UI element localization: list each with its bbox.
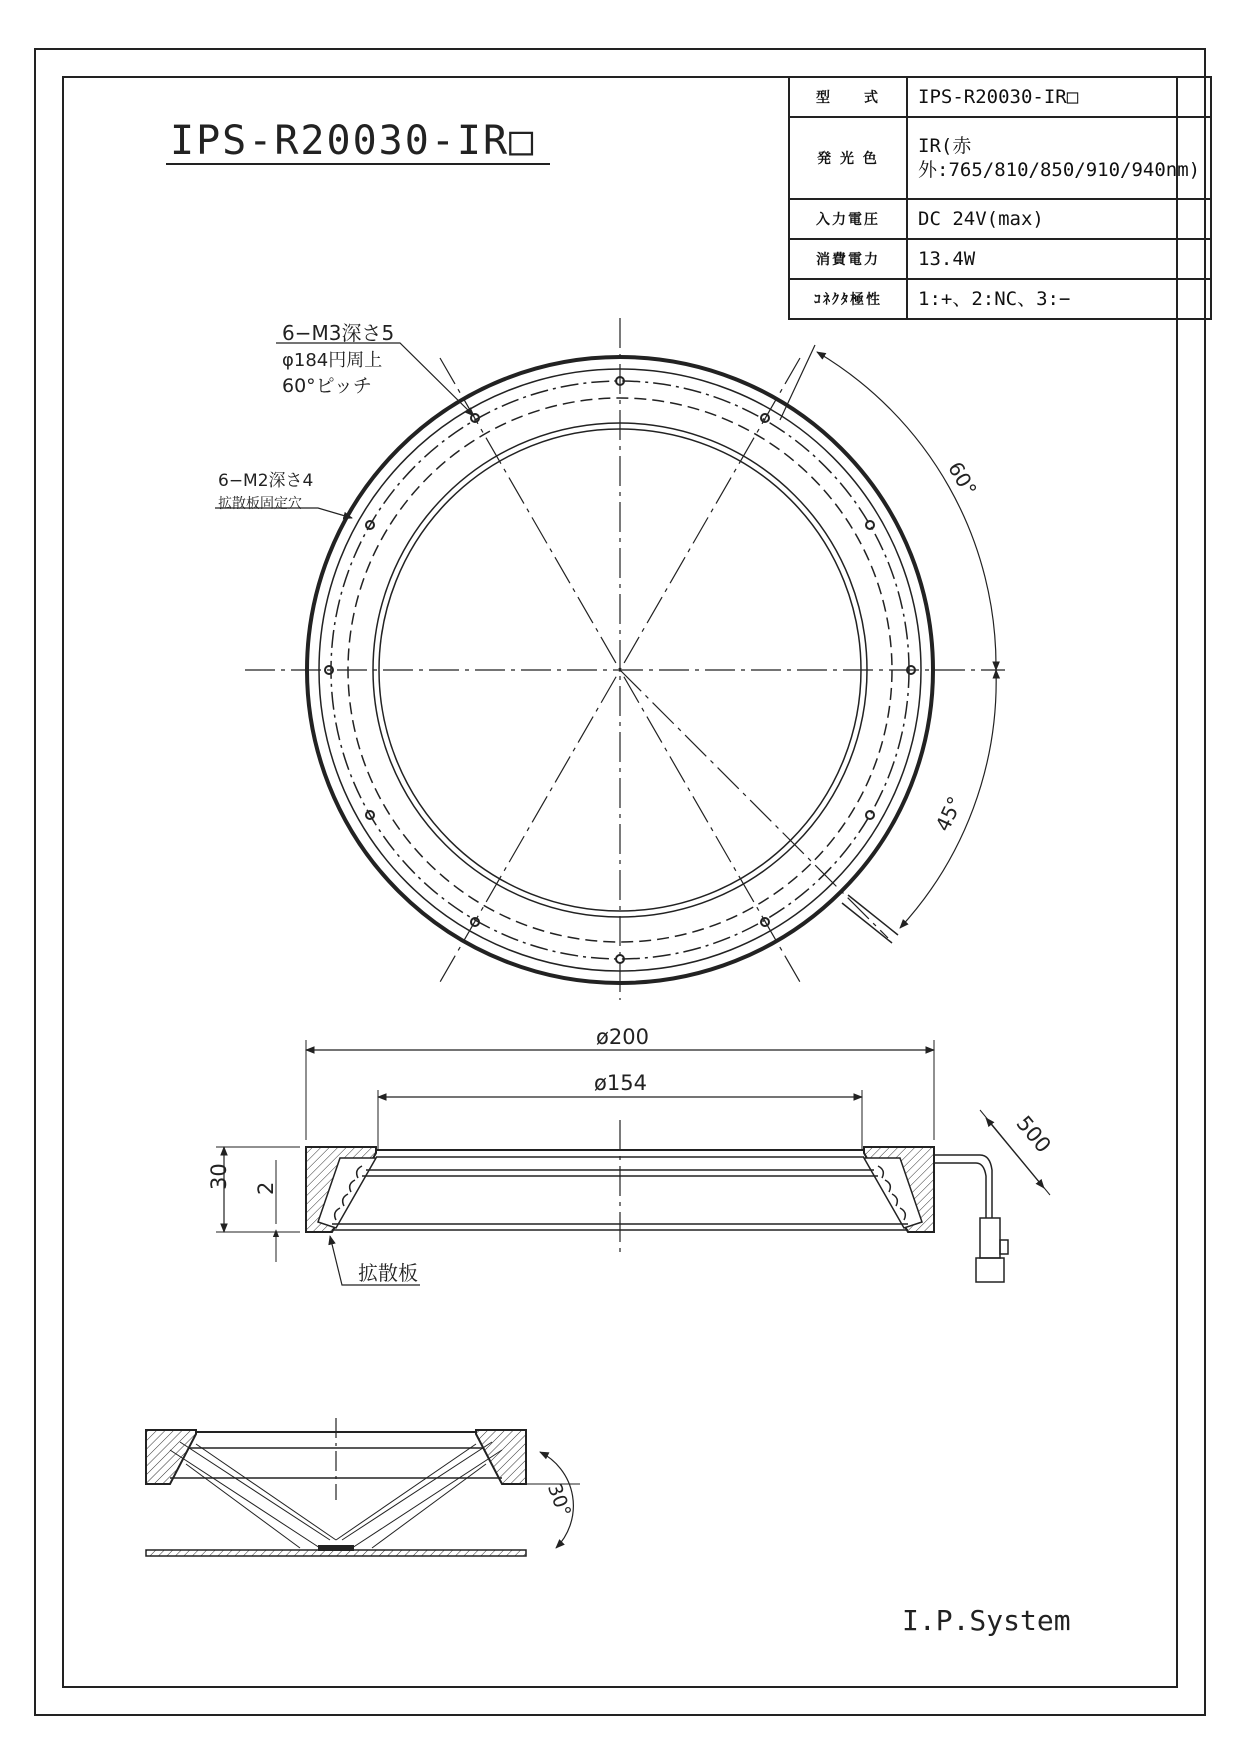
m3-annotation-1: 6−M3深さ5: [282, 321, 395, 345]
m2-annotation-1: 6−M2深さ4: [218, 471, 314, 491]
angle-60-label: 60°: [943, 457, 982, 501]
spec-label: 型 式: [789, 77, 907, 117]
m3-hole: [866, 811, 874, 819]
dim-500-label: 500: [1011, 1111, 1056, 1158]
dim-2-label: 2: [254, 1181, 278, 1195]
beam-right-1: [352, 1450, 502, 1548]
lighting-diagram: [146, 1418, 580, 1556]
m2-annotation-2: 拡散板固定穴: [218, 496, 302, 512]
dim-154-label: ø154: [594, 1071, 647, 1095]
angle-45-label: 45°: [930, 792, 968, 835]
connector-plug: [976, 1258, 1004, 1282]
spec-label: ｺﾈｸﾀ極性: [789, 279, 907, 319]
beam-left-2: [180, 1442, 330, 1540]
beam-left-4: [196, 1444, 336, 1540]
spec-value: DC 24V(max): [907, 199, 1211, 239]
dim-200-label: ø200: [596, 1025, 649, 1049]
beam-right-4: [336, 1444, 476, 1540]
diagram-body-left: [146, 1430, 196, 1484]
spec-label: 入力電圧: [789, 199, 907, 239]
plan-view: [215, 318, 1005, 1000]
cable-2: [934, 1163, 986, 1218]
dim-30-label: 30: [207, 1163, 231, 1190]
cable-stub-1: [848, 895, 898, 935]
cable-stub-2: [842, 903, 892, 943]
work-target: [318, 1545, 354, 1551]
cable-1: [934, 1155, 992, 1218]
diffuser-label: 拡散板: [358, 1261, 418, 1285]
drawing-title: IPS-R20030-IR□: [170, 118, 536, 164]
m3-annotation-3: 60°ピッチ: [282, 375, 372, 397]
company-name: I.P.System: [902, 1604, 1071, 1637]
connector-latch: [1000, 1240, 1008, 1254]
centerline-45: [620, 670, 888, 938]
m3-annotation-2: φ184円周上: [282, 350, 383, 371]
spec-value: 1:+、2:NC、3:−: [907, 279, 1211, 319]
spec-value: IPS-R20030-IR□: [907, 77, 1211, 117]
spec-value: IR(赤外:765/810/850/910/940nm): [907, 117, 1211, 199]
connector: [980, 1218, 1000, 1258]
spec-label: 消費電力: [789, 239, 907, 279]
spec-label: 発 光 色: [789, 117, 907, 199]
angle-30-label: 30°: [542, 1480, 576, 1520]
diagram-body-right: [476, 1430, 526, 1484]
beam-left-1: [170, 1450, 320, 1548]
spec-value: 13.4W: [907, 239, 1211, 279]
angle-60-arc: [817, 352, 996, 670]
beam-right-2: [342, 1442, 492, 1540]
m3-hole: [866, 521, 874, 529]
